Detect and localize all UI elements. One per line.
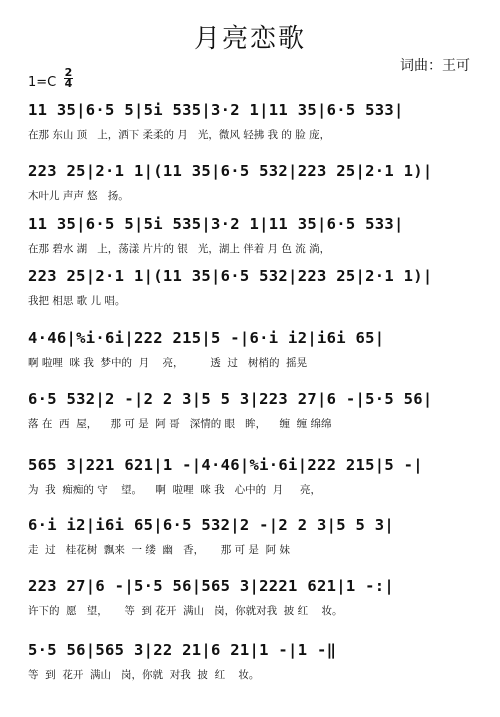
notation: 565 3|221 621|1 -|4·46|%i·6i|222 215|5 -| (28, 456, 423, 474)
lyric: 在那 碧水 湖 上，荡漾 片片的 银 光，湖上 伴着 月 色 流 淌， (28, 243, 331, 255)
composer-credit: 词曲：王可 (400, 58, 470, 74)
lyric: 许下的 愿 望， 等 到 花开 满山 岗，你就对我 披 红 妆。 (28, 605, 343, 617)
score-line-4 (28, 266, 478, 308)
score-line-3 (28, 214, 478, 256)
notation: 6·i i2|i6i 65|6·5 532|2 -|2 2 3|5 5 3| (28, 516, 395, 534)
score-line-2 (28, 161, 478, 203)
notation: 5·5 56|565 3|22 21|6 21|1 -|1 -‖ (28, 641, 337, 659)
notation: 223 27|6 -|5·5 56|565 3|2221 621|1 -:| (28, 577, 395, 595)
notation: 223 25|2·1 1|(11 35|6·5 532|223 25|2·1 1)| (28, 267, 433, 285)
score-line-1 (28, 100, 478, 142)
lyric: 落 在 西 屋， 那 可 是 阿 哥 深情的 眼 眸， 缠 缠 绵绵 (28, 418, 332, 430)
score-line-10 (28, 640, 478, 682)
score-line-7 (28, 455, 478, 497)
notation: 11 35|6·5 5|5i 535|3·2 1|11 35|6·5 533| (28, 215, 404, 233)
lyric: 为 我 痴痴的 守 望。 啊 啦哩 咪 我 心中的 月 亮， (28, 484, 321, 496)
score-line-8 (28, 515, 478, 557)
lyric: 木叶儿 声声 悠 扬。 (28, 190, 129, 202)
score-line-5 (28, 328, 478, 370)
song-title: 月亮恋歌 (193, 24, 306, 54)
notation: 11 35|6·5 5|5i 535|3·2 1|11 35|6·5 533| (28, 101, 404, 119)
score-line-9 (28, 576, 478, 618)
meter-top: 2 (64, 66, 73, 79)
score-line-6 (28, 389, 478, 431)
notation: 4·46|%i·6i|222 215|5 -|6·i i2|i6i 65| (28, 329, 385, 347)
key-signature: 1=C (28, 75, 57, 90)
notation: 6·5 532|2 -|2 2 3|5 5 3|223 27|6 -|5·5 56| (28, 390, 433, 408)
lyric: 我把 相思 歌 儿 唱。 (28, 295, 126, 307)
lyric: 走 过 桂花树 飘来 一 缕 幽 香， 那 可 是 阿 妹 (28, 544, 290, 556)
meter-bottom: 4 (64, 77, 73, 90)
lyric: 在那 东山 顶 上，洒下 柔柔的 月 光，微风 轻拂 我 的 脸 庞， (28, 129, 331, 141)
lyric: 等 到 花开 满山 岗，你就 对我 披 红 妆。 (28, 669, 260, 681)
notation: 223 25|2·1 1|(11 35|6·5 532|223 25|2·1 1)| (28, 162, 433, 180)
time-signature (64, 68, 73, 89)
lyric: 啊 啦哩 咪 我 梦中的 月 亮， 透 过 树梢的 摇晃 (28, 357, 308, 369)
